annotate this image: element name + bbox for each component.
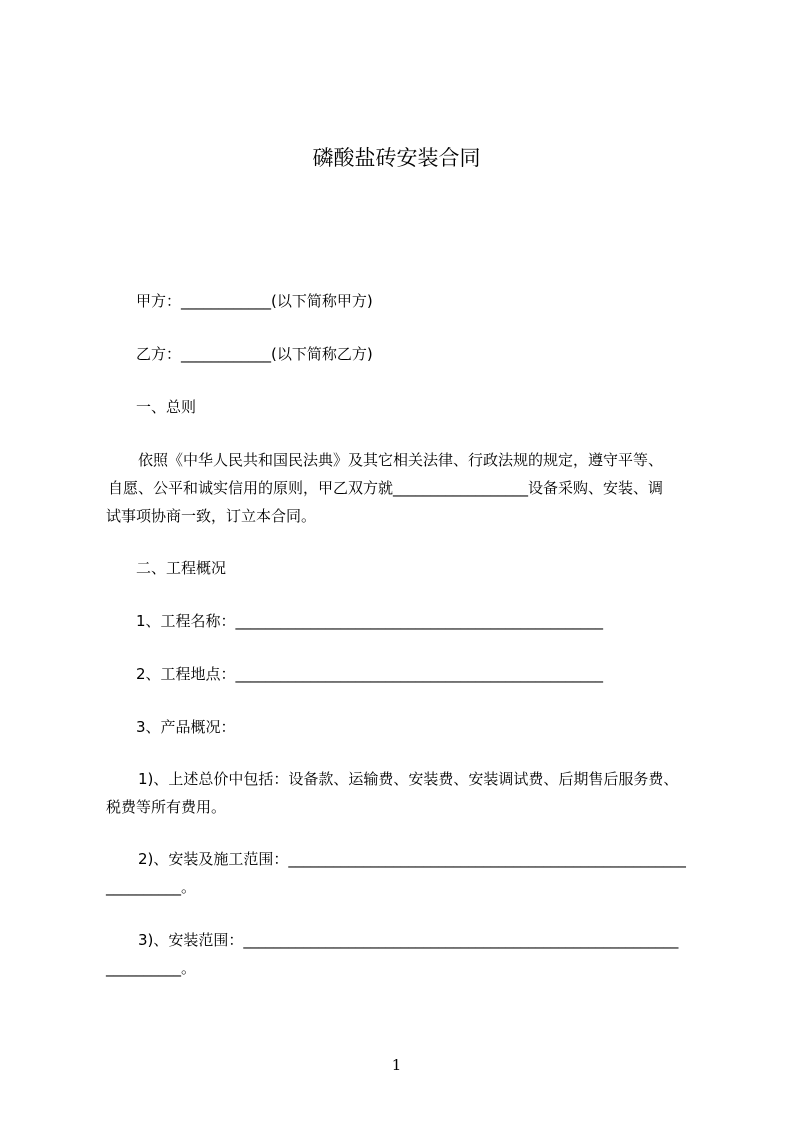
installation-scope-line-2: __________。: [106, 959, 197, 977]
product-overview-line: 3、产品概况：: [136, 718, 236, 736]
construction-scope-line-1: 2)、安装及施工范围：_____________________________________________________: [138, 850, 686, 868]
construction-scope-line-2: __________。: [106, 878, 197, 896]
price-includes-line-1: 1)、上述总价中包括：设备款、运输费、安装费、安装调试费、后期售后服务费、: [138, 770, 679, 788]
installation-scope-line-1: 3)、安装范围：__________________________________________________________: [138, 931, 679, 949]
page-number: 1: [391, 1056, 402, 1074]
document-title: 磷酸盐砖安装合同: [312, 146, 481, 170]
party-b-line: 乙方：____________(以下简称乙方): [136, 345, 373, 363]
section-1-heading: 一、总则: [136, 398, 197, 416]
section-1-paragraph-line-1: 依照《中华人民共和国民法典》及其它相关法律、行政法规的规定，遵守平等、: [138, 451, 664, 469]
project-location-line: 2、工程地点：_________________________________________________: [136, 665, 604, 683]
project-name-line: 1、工程名称：_________________________________________________: [136, 612, 604, 630]
party-a-line: 甲方：____________(以下简称甲方): [136, 292, 373, 310]
section-1-paragraph-line-3: 试事项协商一致，订立本合同。: [106, 507, 317, 525]
section-1-paragraph-line-2: 自愿、公平和诚实信用的原则，甲乙双方就__________________设备采购、安装、调: [108, 479, 664, 497]
price-includes-line-2: 税费等所有费用。: [106, 798, 227, 816]
section-2-heading: 二、工程概况: [136, 559, 227, 577]
